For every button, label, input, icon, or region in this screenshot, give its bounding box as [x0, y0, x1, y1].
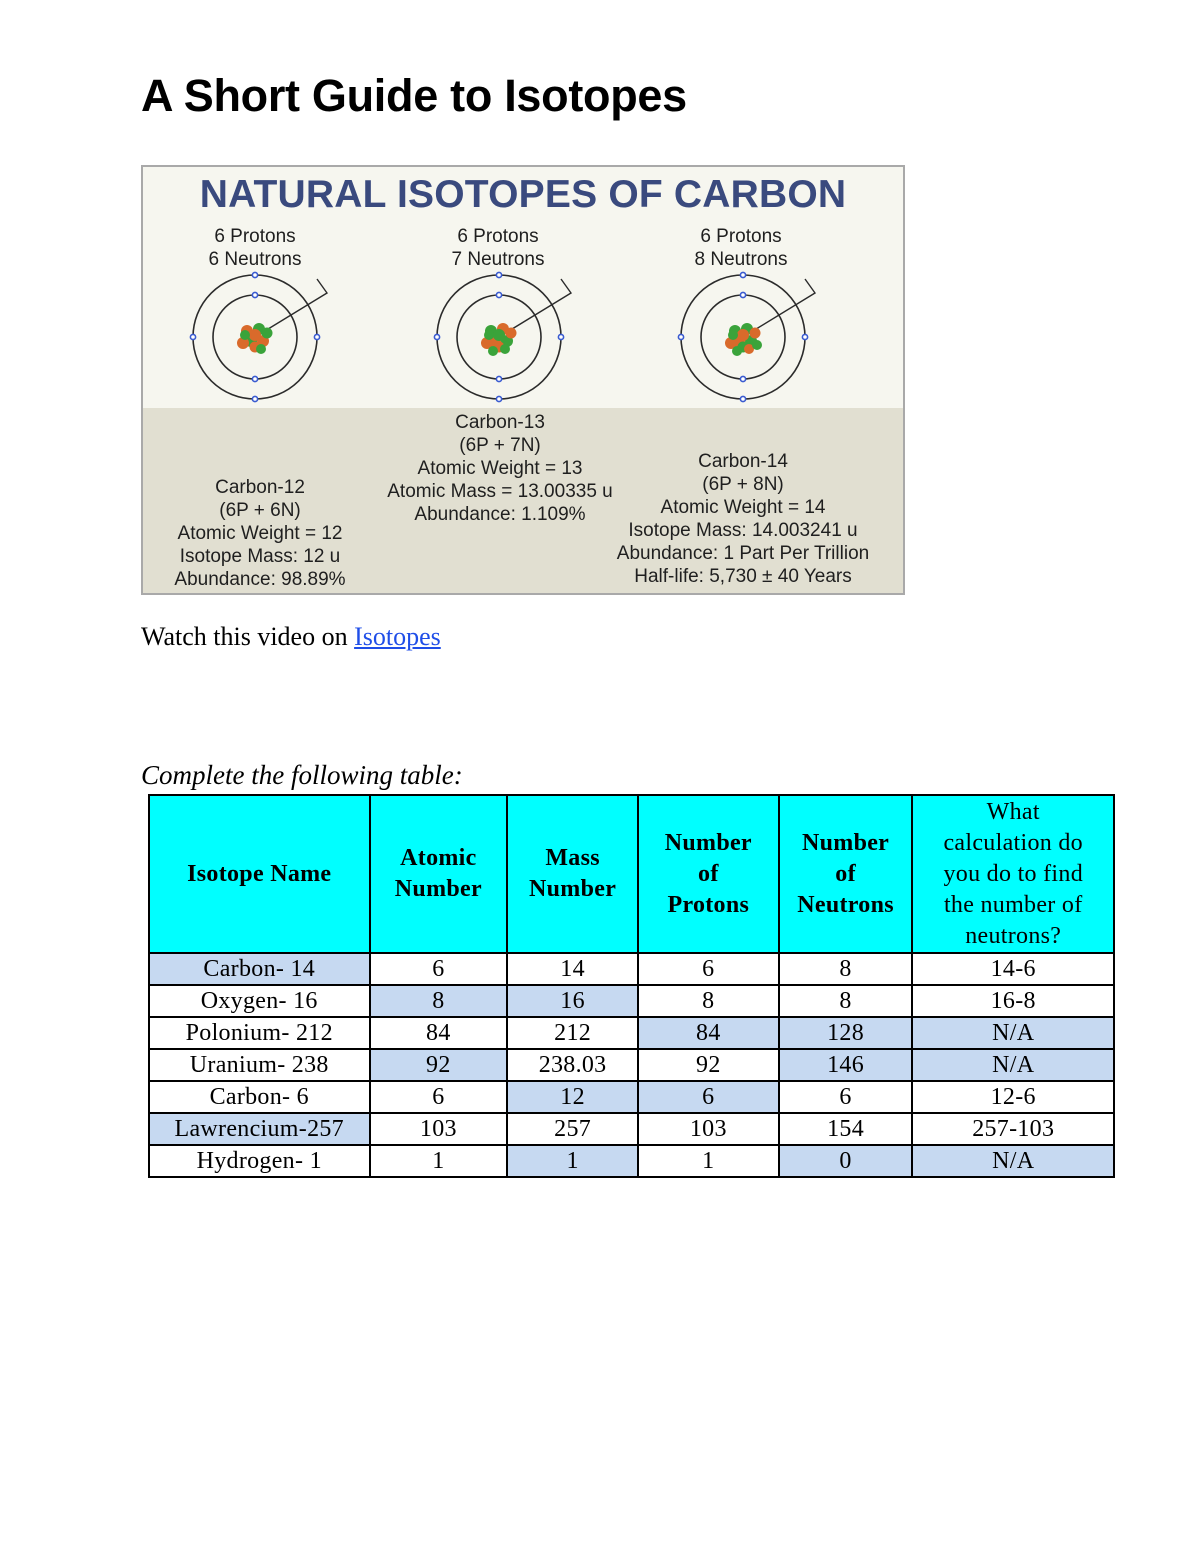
- table-row: [149, 1049, 1114, 1081]
- cell-isotope-name: Carbon- 14: [149, 953, 370, 985]
- cell-mass-number: 238.03: [507, 1049, 638, 1081]
- carbon-14-info: [583, 450, 903, 588]
- carbon-12-weight: Atomic Weight = 12: [177, 523, 343, 544]
- cell-isotope-name: Oxygen- 16: [149, 985, 370, 1017]
- header-mass-number: Mass Number: [507, 795, 638, 953]
- table-row: [149, 1081, 1114, 1113]
- carbon-14-abundance: Abundance: 1 Part Per Trillion: [616, 543, 870, 564]
- cell-isotope-name: Carbon- 6: [149, 1081, 370, 1113]
- carbon-14-mass: Isotope Mass: 14.003241 u: [628, 520, 858, 541]
- cell-atomic-number: 92: [370, 1049, 508, 1081]
- table-instruction: Complete the following table:: [141, 760, 463, 790]
- cell-mass-number: 12: [507, 1081, 638, 1113]
- table-row: [149, 1017, 1114, 1049]
- cell-isotope-name: Lawrencium-257: [149, 1113, 370, 1145]
- cell-atomic-number: 8: [370, 985, 508, 1017]
- carbon-12-name: Carbon-12: [215, 477, 305, 498]
- carbon-13-weight: Atomic Weight = 13: [417, 458, 583, 479]
- carbon-12-atom-diagram: [189, 271, 339, 405]
- cell-mass-number: 16: [507, 985, 638, 1017]
- cell-protons: 8: [638, 985, 779, 1017]
- cell-neutrons: 6: [779, 1081, 913, 1113]
- cell-protons: 84: [638, 1017, 779, 1049]
- cell-mass-number: 212: [507, 1017, 638, 1049]
- nucleus: [725, 323, 762, 356]
- carbon-12-abundance: Abundance: 98.89%: [174, 569, 346, 590]
- nucleus: [237, 323, 273, 354]
- cell-calculation: N/A: [912, 1017, 1114, 1049]
- carbon-13-composition: (6P + 7N): [459, 435, 541, 456]
- cell-neutrons: 128: [779, 1017, 913, 1049]
- page-title: A Short Guide to Isotopes: [141, 70, 687, 121]
- atom-1-neutrons: 6 Neutrons: [208, 249, 302, 270]
- header-calculation: What calculation do you do to find the number of neutrons?: [912, 795, 1114, 953]
- cell-neutrons: 154: [779, 1113, 913, 1145]
- atom-3-neutrons: 8 Neutrons: [694, 249, 788, 270]
- cell-neutrons: 146: [779, 1049, 913, 1081]
- cell-mass-number: 257: [507, 1113, 638, 1145]
- cell-calculation: 12-6: [912, 1081, 1114, 1113]
- atom-2-protons: 6 Protons: [457, 226, 539, 247]
- carbon-isotopes-figure: [141, 165, 905, 595]
- cell-calculation: N/A: [912, 1049, 1114, 1081]
- header-atomic-number: Atomic Number: [370, 795, 508, 953]
- nucleus: [481, 323, 517, 356]
- cell-atomic-number: 6: [370, 953, 508, 985]
- cell-protons: 1: [638, 1145, 779, 1177]
- cell-neutrons: 0: [779, 1145, 913, 1177]
- cell-neutrons: 8: [779, 953, 913, 985]
- cell-calculation: 16-8: [912, 985, 1114, 1017]
- cell-atomic-number: 84: [370, 1017, 508, 1049]
- cell-mass-number: 14: [507, 953, 638, 985]
- cell-protons: 6: [638, 1081, 779, 1113]
- table-row: [149, 1113, 1114, 1145]
- cell-isotope-name: Uranium- 238: [149, 1049, 370, 1081]
- table-header-row: [149, 795, 1114, 953]
- carbon-12-composition: (6P + 6N): [219, 500, 301, 521]
- carbon-14-half-life: Half-life: 5,730 ± 40 Years: [634, 566, 852, 587]
- cell-protons: 6: [638, 953, 779, 985]
- atom-1-label: [155, 225, 355, 271]
- table-row: [149, 1145, 1114, 1177]
- atom-2-neutrons: 7 Neutrons: [451, 249, 545, 270]
- header-number-of-protons: Number of Protons: [638, 795, 779, 953]
- cell-calculation: 14-6: [912, 953, 1114, 985]
- atom-1-protons: 6 Protons: [214, 226, 296, 247]
- carbon-12-mass: Isotope Mass: 12 u: [179, 546, 341, 567]
- carbon-13-mass: Atomic Mass = 13.00335 u: [387, 481, 613, 502]
- cell-atomic-number: 6: [370, 1081, 508, 1113]
- carbon-13-name: Carbon-13: [455, 412, 545, 433]
- header-number-of-neutrons: Number of Neutrons: [779, 795, 913, 953]
- isotopes-video-link[interactable]: Isotopes: [354, 622, 441, 651]
- carbon-12-info: [155, 476, 365, 591]
- video-prompt: [141, 622, 441, 652]
- carbon-14-composition: (6P + 8N): [702, 474, 784, 495]
- cell-neutrons: 8: [779, 985, 913, 1017]
- atom-3-protons: 6 Protons: [700, 226, 782, 247]
- cell-atomic-number: 1: [370, 1145, 508, 1177]
- atom-3-label: [641, 225, 841, 271]
- cell-atomic-number: 103: [370, 1113, 508, 1145]
- carbon-14-atom-diagram: [677, 271, 827, 405]
- cell-protons: 103: [638, 1113, 779, 1145]
- atom-2-label: [398, 225, 598, 271]
- header-isotope-name: Isotope Name: [149, 795, 370, 953]
- carbon-13-abundance: Abundance: 1.109%: [414, 504, 586, 525]
- cell-isotope-name: Polonium- 212: [149, 1017, 370, 1049]
- cell-calculation: 257-103: [912, 1113, 1114, 1145]
- cell-isotope-name: Hydrogen- 1: [149, 1145, 370, 1177]
- carbon-14-weight: Atomic Weight = 14: [660, 497, 826, 518]
- cell-calculation: N/A: [912, 1145, 1114, 1177]
- carbon-13-atom-diagram: [433, 271, 583, 405]
- cell-protons: 92: [638, 1049, 779, 1081]
- carbon-14-name: Carbon-14: [698, 451, 788, 472]
- isotope-table: [148, 794, 1115, 1178]
- table-row: [149, 953, 1114, 985]
- video-prompt-text: Watch this video on: [141, 622, 355, 651]
- cell-mass-number: 1: [507, 1145, 638, 1177]
- figure-title: NATURAL ISOTOPES OF CARBON: [199, 173, 847, 216]
- table-row: [149, 985, 1114, 1017]
